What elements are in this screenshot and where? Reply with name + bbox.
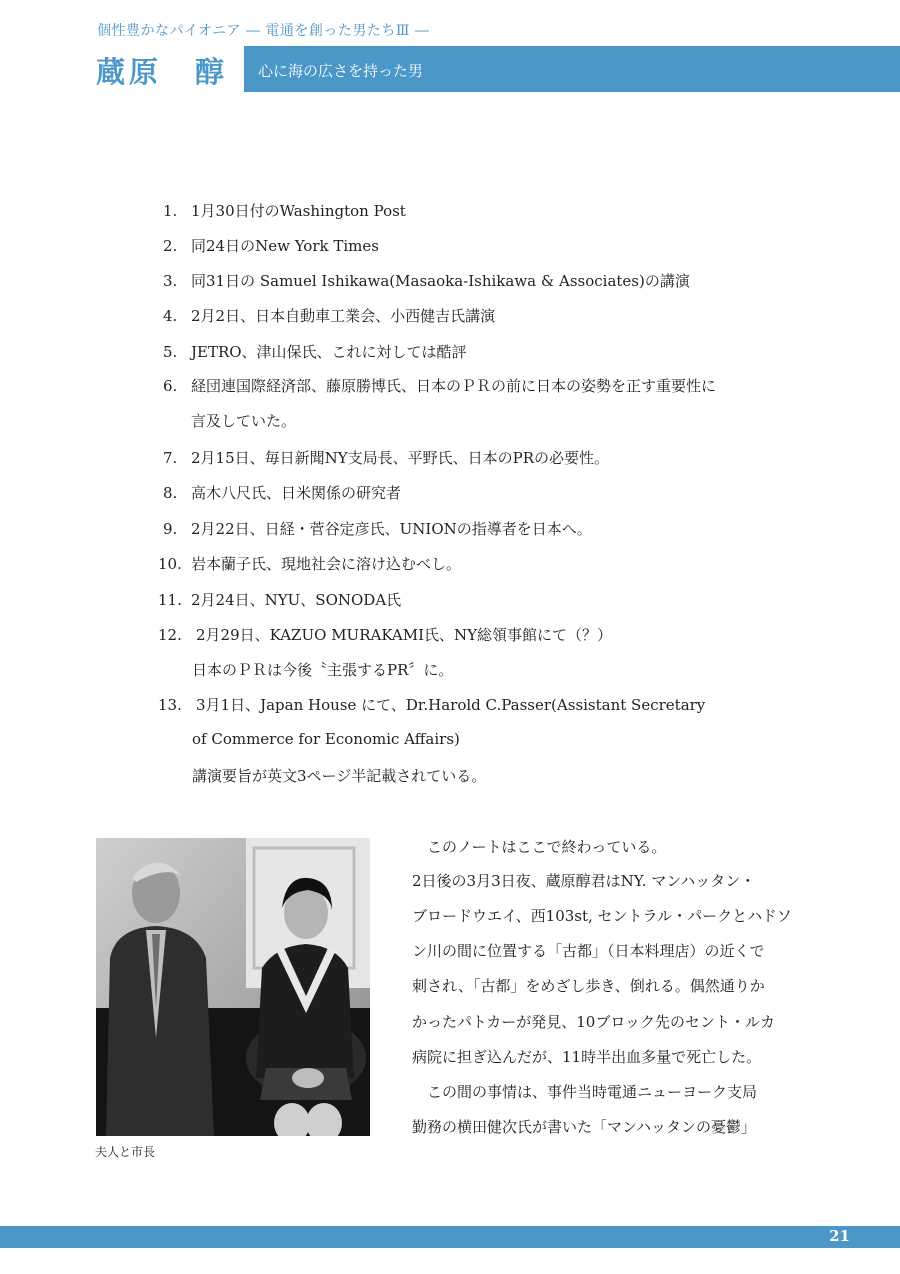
list-item-continuation: of Commerce for Economic Affairs): [192, 730, 460, 748]
list-item: 10. 岩本蘭子氏、現地社会に溶け込むべし。: [158, 555, 462, 573]
list-item: 12. 2月29日、KAZUO MURAKAMI氏、NY総領事館にて（？）: [158, 626, 613, 644]
body-line: 病院に担ぎ込んだが、11時半出血多量で死亡した。: [412, 1048, 762, 1066]
list-item: 7. 2月15日、毎日新聞NY支局長、平野氏、日本のPRの必要性。: [163, 449, 610, 467]
list-item: 2. 同24日のNew York Times: [163, 237, 379, 255]
footer-band: [0, 1226, 900, 1248]
body-line: ブロードウエイ、西103st, セントラル・パークとハドソ: [412, 907, 792, 925]
list-item: 3. 同31日の Samuel Ishikawa(Masaoka-Ishikawa & Associates)の講演: [163, 272, 690, 290]
body-line: ン川の間に位置する「古都」（日本料理店）の近くで: [412, 942, 765, 960]
photo-illustration: [96, 838, 370, 1136]
list-item: 6. 経団連国際経済部、藤原勝博氏、日本のＰＲの前に日本の姿勢を正す重要性に: [163, 377, 717, 395]
list-item: 4. 2月2日、日本自動車工業会、小西健吉氏講演: [163, 307, 496, 325]
body-line: 刺され、「古都」をめざし歩き、倒れる。偶然通りか: [412, 977, 765, 995]
list-item-continuation: 日本のＰＲは今後〝主張するPR〞に。: [192, 661, 454, 679]
list-item: 11. 2月24日、NYU、SONODA氏: [158, 591, 402, 609]
body-line: 勤務の横田健次氏が書いた「マンハッタンの憂鬱」: [412, 1118, 756, 1136]
page-number: 21: [829, 1227, 850, 1245]
list-item: 13. 3月1日、Japan House にて、Dr.Harold C.Passer(Assistant Secretary: [158, 696, 706, 714]
chapter-subtitle: 心に海の広さを持った男: [258, 62, 424, 80]
list-item-continuation: 言及していた。: [191, 412, 297, 430]
list-item-continuation: 講演要旨が英文3ページ半記載されている。: [192, 767, 487, 785]
photo-wife-and-mayor: [96, 838, 370, 1136]
photo-caption: 夫人と市長: [95, 1145, 156, 1159]
series-title: 個性豊かなパイオニア ― 電通を創った男たちⅢ ―: [97, 23, 430, 39]
list-item: 1. 1月30日付のWashington Post: [163, 202, 406, 220]
body-line: 2日後の3月3日夜、蔵原醇君はNY. マンハッタン・: [412, 872, 756, 890]
list-item: 8. 高木八尺氏、日米関係の研究者: [163, 484, 402, 502]
list-item: 9. 2月22日、日経・菅谷定彦氏、UNIONの指導者を日本へ。: [163, 520, 592, 538]
body-line: このノートはここで終わっている。: [412, 838, 667, 856]
body-line: かったパトカーが発見、10ブロック先のセント・ルカ: [412, 1013, 776, 1031]
body-line: この間の事情は、事件当時電通ニューヨーク支局: [412, 1083, 758, 1101]
list-item: 5. JETRO、津山保氏、これに対しては酷評: [163, 343, 467, 361]
person-name: 蔵原 醇: [96, 55, 229, 89]
